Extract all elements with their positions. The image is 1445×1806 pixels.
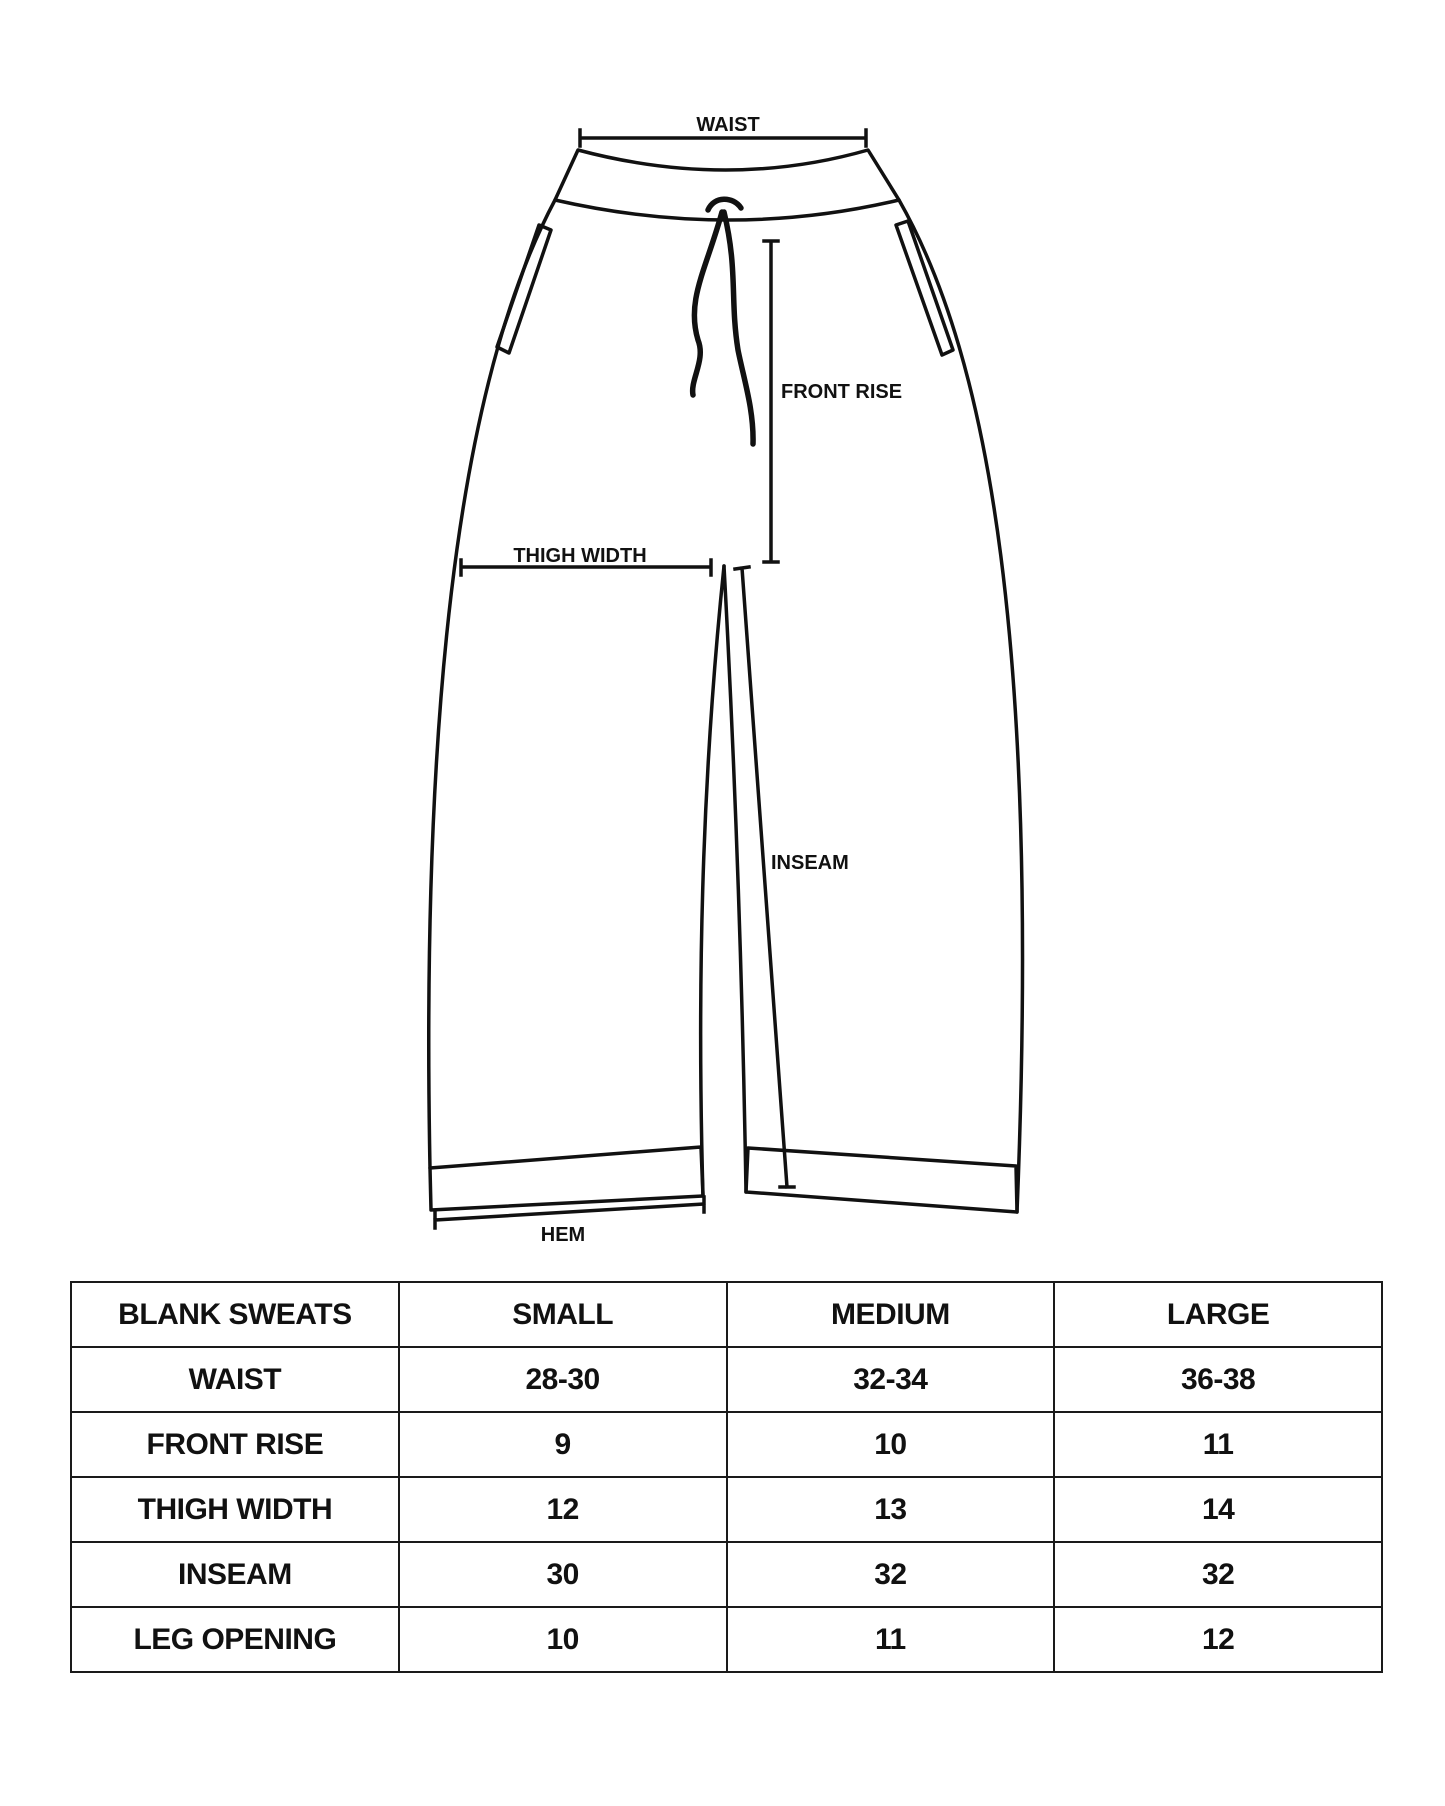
- table-cell: 32: [1054, 1542, 1382, 1607]
- table-header-cell: LARGE: [1054, 1282, 1382, 1347]
- table-row: [71, 1412, 1382, 1477]
- table-header-cell: SMALL: [399, 1282, 727, 1347]
- table-cell: 9: [399, 1412, 727, 1477]
- table-cell: 32-34: [727, 1347, 1055, 1412]
- table-cell: 11: [1054, 1412, 1382, 1477]
- thigh-width-label: THIGH WIDTH: [513, 545, 647, 567]
- left-outer-seam: [429, 200, 555, 1168]
- inseam-label: INSEAM: [771, 852, 849, 874]
- table-cell: 10: [727, 1412, 1055, 1477]
- drawstring: [693, 199, 753, 444]
- table-row: [71, 1347, 1382, 1412]
- row-label: INSEAM: [71, 1542, 399, 1607]
- table-header-cell: BLANK SWEATS: [71, 1282, 399, 1347]
- table-cell: 36-38: [1054, 1347, 1382, 1412]
- table-cell: 32: [727, 1542, 1055, 1607]
- left-cuff: [430, 1147, 703, 1210]
- waist-label: WAIST: [696, 114, 760, 136]
- row-label: THIGH WIDTH: [71, 1477, 399, 1542]
- left-pocket: [497, 225, 551, 353]
- front-rise-label: FRONT RISE: [781, 381, 903, 403]
- table-cell: 28-30: [399, 1347, 727, 1412]
- table-row: [71, 1477, 1382, 1542]
- table-cell: 13: [727, 1477, 1055, 1542]
- waistband: [555, 150, 899, 220]
- row-label: FRONT RISE: [71, 1412, 399, 1477]
- table-header-row: [71, 1282, 1382, 1347]
- right-outer-seam: [899, 200, 1023, 1212]
- table-header-cell: MEDIUM: [727, 1282, 1055, 1347]
- table-cell: 14: [1054, 1477, 1382, 1542]
- hem-label: HEM: [540, 1224, 586, 1246]
- row-label: LEG OPENING: [71, 1607, 399, 1672]
- table-cell: 12: [1054, 1607, 1382, 1672]
- table-cell: 12: [399, 1477, 727, 1542]
- table-cell: 30: [399, 1542, 727, 1607]
- right-pocket: [896, 221, 953, 355]
- table-row: [71, 1607, 1382, 1672]
- table-cell: 10: [399, 1607, 727, 1672]
- row-label: WAIST: [71, 1347, 399, 1412]
- left-inner-seam: [701, 566, 724, 1196]
- table-cell: 11: [727, 1607, 1055, 1672]
- size-chart-table: [70, 1281, 1383, 1673]
- front-rise-measure-line: [764, 241, 778, 562]
- table-row: [71, 1542, 1382, 1607]
- right-inner-seam: [724, 566, 746, 1192]
